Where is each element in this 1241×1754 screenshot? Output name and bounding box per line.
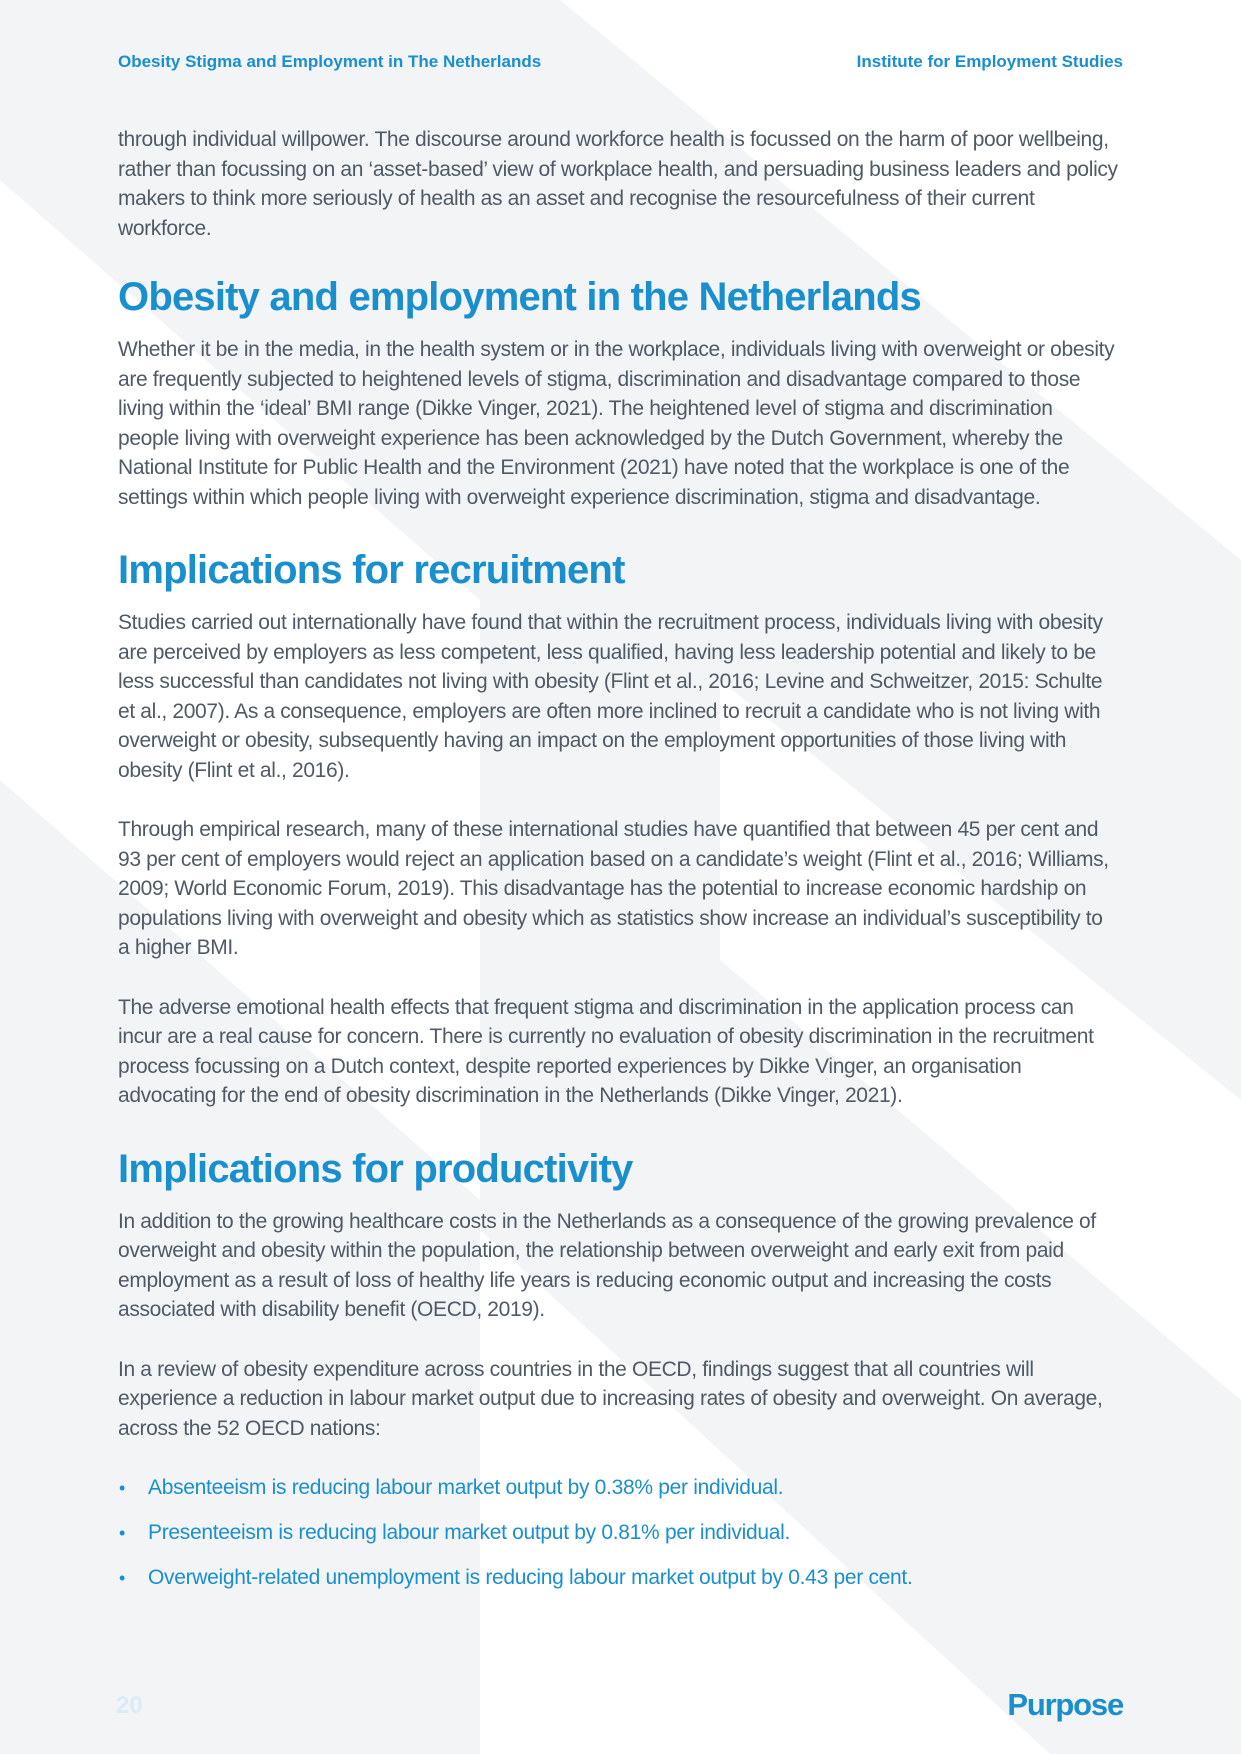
body-paragraph: Whether it be in the media, in the health system or in the workplace, individuals living with overweight or obesity are frequently subjected to heightened levels of stigma, discrimination and disadvantage compared to those living within the ‘ideal’ BMI range (Dikke Vinger, 2021). The heightened level of stigma and discrimination people living with overweight experience has been acknowledged by the Dutch Government, whereby the National Institute for Public Health and the Environment (2021) have noted that the workplace is one of the settings within which people living with overweight experience discrimination, stigma and disadvantage. — [118, 338, 1115, 509]
running-header — [118, 52, 1123, 72]
bullet-dot-icon: • — [119, 1568, 126, 1588]
section-recruitment — [118, 542, 1118, 1111]
bullet-dot-icon: • — [119, 1478, 126, 1498]
bullet-text: Absenteeism is reducing labour market output by 0.38% per individual. — [148, 1476, 784, 1499]
body-paragraph: In addition to the growing healthcare costs in the Netherlands as a consequence of the growing prevalence of overweight and obesity within the population, the relationship between overweight and early exit from paid employment as a result of loss of healthy life years is reducing economic output and increasing the costs associated with disability benefit (OECD, 2019). — [118, 1209, 1096, 1321]
bullet-text: Overweight-related unemployment is reducing labour market output by 0.43 per cent. — [148, 1566, 913, 1589]
body-paragraph: In a review of obesity expenditure across countries in the OECD, findings suggest that all countries will experience a reduction in labour market output due to increasing rates of obesity and overweight. On average, across the 52 OECD nations: — [118, 1357, 1103, 1440]
bullet-text: Presenteeism is reducing labour market output by 0.81% per individual. — [148, 1521, 791, 1544]
bullet-dot-icon: • — [119, 1523, 126, 1543]
productivity-bullet-list — [118, 1473, 1118, 1593]
header-institute-name: Institute for Employment Studies — [856, 52, 1123, 71]
body-paragraph: Through empirical research, many of these international studies have quantified that between 45 per cent and 93 per cent of employers would reject an application based on a candidate’s weight (Flint et al., 2016; Williams, 2009; World Economic Forum, 2019). This disadvantage has the potential to increase economic hardship on populations living with overweight and obesity which as statistics show increase an individual’s susceptibility to a higher BMI. — [118, 818, 1109, 959]
bullet-item — [118, 1473, 1118, 1503]
purpose-logo: Purpose — [1007, 1687, 1123, 1722]
page-number: 20 — [116, 1692, 143, 1719]
header-report-title: Obesity Stigma and Employment in The Netherlands — [118, 52, 542, 71]
section-obesity-employment — [118, 269, 1118, 512]
bullet-item — [118, 1563, 1118, 1593]
section-heading: Obesity and employment in the Netherlands — [118, 275, 921, 319]
section-heading: Implications for productivity — [118, 1146, 633, 1191]
body-paragraph: The adverse emotional health effects that frequent stigma and discrimination in the application process can incur are a real cause for concern. There is currently no evaluation of obesity discrimination in the recruitment process focussing on a Dutch context, despite reported experiences by Dikke Vinger, an organisation advocating for the end of obesity discrimination in the Netherlands (Dikke Vinger, 2021). — [118, 995, 1094, 1107]
section-productivity — [118, 1141, 1118, 1594]
intro-paragraph: through individual willpower. The discourse around workforce health is focussed on the harm of poor wellbeing, rather than focussing on an ‘asset-based’ view of workplace health, and persuading business leaders and policy makers to think more seriously of health as an asset and recognise the resourcefulness of their current workforce. — [118, 128, 1118, 240]
main-content — [118, 125, 1118, 1608]
bullet-item — [118, 1518, 1118, 1548]
body-paragraph: Studies carried out internationally have found that within the recruitment process, individuals living with obesity are perceived by employers as less competent, less qualified, having less leadership potential and likely to be less successful than candidates not living with obesity (Flint et al., 2016; Levine and Schweitzer, 2015: Schulte et al., 2007). As a consequence, employers are often more inclined to recruit a candidate who is not living with overweight or obesity, subsequently having an impact on the employment opportunities of those living with obesity (Flint et al., 2016). — [118, 611, 1103, 782]
section-heading: Implications for recruitment — [118, 548, 625, 592]
